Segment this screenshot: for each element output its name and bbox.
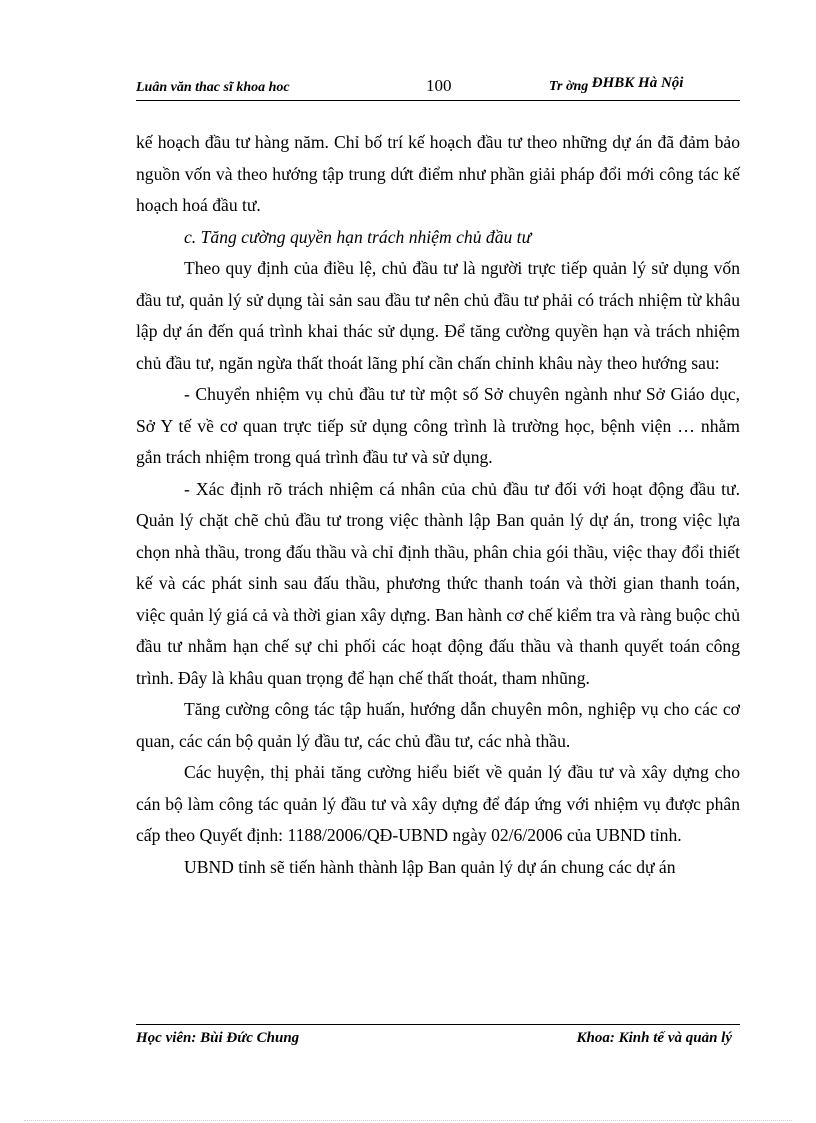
institution-name: ĐHBK Hà Nội <box>591 75 684 91</box>
institution-prefix: Tr ờng <box>549 79 589 94</box>
footer-divider <box>136 1024 740 1025</box>
page-header <box>136 76 740 101</box>
bullet-paragraph: - Chuyển nhiệm vụ chủ đầu tư từ một số Sở chuyên ngành như Sở Giáo dục, Sở Y tế về cơ quan trực tiếp sử dụng công trình là trường học, bệnh viện … nhằm gắn trách nhiệm trong quá trình đầu tư và sử dụng. <box>136 384 740 467</box>
page-body <box>136 127 740 883</box>
paragraph: Theo quy định của điều lệ, chủ đầu tư là người trực tiếp quản lý sử dụng vốn đầu tư, quản lý sử dụng tài sản sau đầu tư nên chủ đầu tư phải có trách nhiệm từ khâu lập dự án đến quá trình khai thác sử dụng. Để tăng cường quyền hạn và trách nhiệm chủ đầu tư, ngăn ngừa thất thoát lãng phí cần chấn chỉnh khâu này theo hướng sau: <box>136 258 740 373</box>
faculty-name: Khoa: Kinh tế và quản lý <box>576 1030 732 1046</box>
paragraph-continuation: kế hoạch đầu tư hàng năm. Chỉ bố trí kế hoạch đầu tư theo những dự án đã đảm bảo nguồn vốn và theo hướng tập trung dứt điểm như phần giải pháp đổi mới công tác kế hoạch hoá đầu tư. <box>136 132 740 215</box>
paragraph: Tăng cường công tác tập huấn, hướng dẫn chuyên môn, nghiệp vụ cho các cơ quan, các cán bộ quản lý đầu tư, các chủ đầu tư, các nhà thầu. <box>136 699 740 751</box>
bullet-paragraph: - Xác định rõ trách nhiệm cá nhân của chủ đầu tư đối với hoạt động đầu tư. Quản lý chặt chẽ chủ đầu tư trong việc thành lập Ban quản lý dự án, trong việc lựa chọn nhà thầu, trong đấu thầu và chỉ định thầu, phân chia gói thầu, việc thay đổi thiết kế và các phát sinh sau đấu thầu, phương thức thanh toán và thời gian thanh toán, việc quản lý giá cả và thời gian xây dựng. Ban hành cơ chế kiểm tra và ràng buộc chủ đầu tư nhằm hạn chế sự chi phối các hoạt động đấu thầu và thanh quyết toán công trình. Đây là khâu quan trọng để hạn chế thất thoát, tham nhũng. <box>136 478 740 688</box>
student-name: Học viên: Bùi Đức Chung <box>136 1030 300 1046</box>
page-footer <box>136 1030 740 1052</box>
paragraph: UBND tỉnh sẽ tiến hành thành lập Ban quản lý dự án chung các dự án <box>184 856 676 877</box>
paragraph: Các huyện, thị phải tăng cường hiểu biết về quản lý đầu tư và xây dựng cho cán bộ làm công tác quản lý đầu tư và xây dựng để đáp ứng với nhiệm vụ được phân cấp theo Quyết định: 1188/2006/QĐ-UBND ngày 02/6/2006 của UBND tỉnh. <box>136 762 740 845</box>
thesis-type-label: Luân văn thac sĩ khoa hoc <box>136 80 290 95</box>
institution-label <box>549 75 684 95</box>
section-subheading: c. Tăng cường quyền hạn trách nhiệm chủ đầu tư <box>184 226 532 247</box>
page-number: 100 <box>426 76 452 95</box>
page-edge-dotted-line <box>24 1120 792 1121</box>
